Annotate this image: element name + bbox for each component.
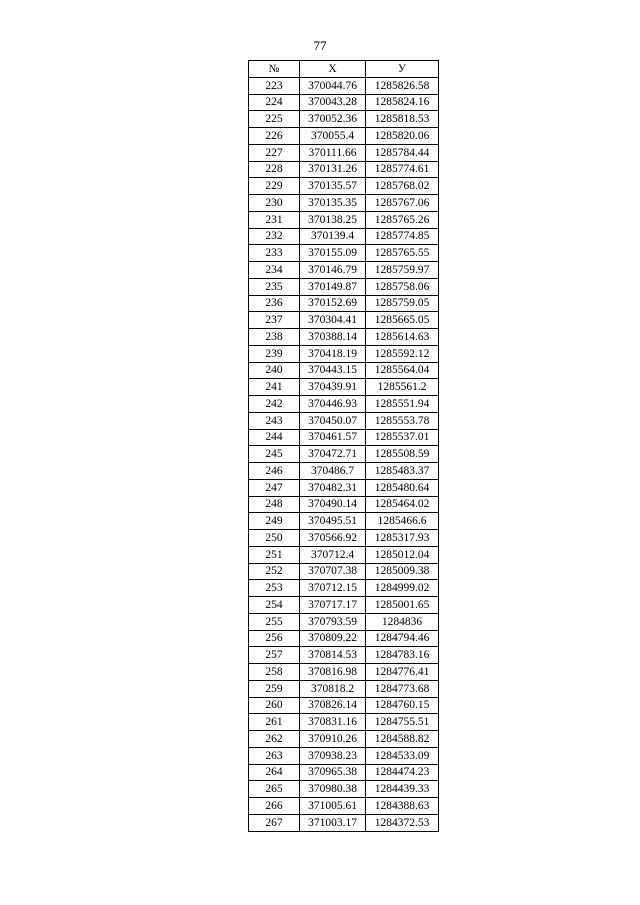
table-row [249, 563, 439, 580]
y-coordinate-cell: 1285480.64 [366, 479, 439, 496]
x-coordinate-cell: 370818.2 [300, 680, 366, 697]
row-number-cell: 232 [249, 228, 300, 245]
x-coordinate-cell: 370472.71 [300, 446, 366, 463]
y-coordinate-cell: 1285561.2 [366, 379, 439, 396]
table-row [249, 781, 439, 798]
table-row [249, 680, 439, 697]
table-row [249, 228, 439, 245]
header-y: У [366, 61, 439, 78]
y-coordinate-cell: 1284372.53 [366, 814, 439, 831]
x-coordinate-cell: 370149.87 [300, 278, 366, 295]
x-coordinate-cell: 371005.61 [300, 798, 366, 815]
row-number-cell: 229 [249, 178, 300, 195]
table-row [249, 496, 439, 513]
y-coordinate-cell: 1285317.93 [366, 530, 439, 547]
table-row [249, 798, 439, 815]
row-number-cell: 238 [249, 329, 300, 346]
y-coordinate-cell: 1285768.02 [366, 178, 439, 195]
x-coordinate-cell: 370910.26 [300, 731, 366, 748]
x-coordinate-cell: 370044.76 [300, 77, 366, 94]
row-number-cell: 231 [249, 211, 300, 228]
x-coordinate-cell: 370980.38 [300, 781, 366, 798]
x-coordinate-cell: 370495.51 [300, 513, 366, 530]
table-row [249, 379, 439, 396]
y-coordinate-cell: 1285784.44 [366, 144, 439, 161]
y-coordinate-cell: 1284776.41 [366, 664, 439, 681]
y-coordinate-cell: 1285001.65 [366, 597, 439, 614]
table-row [249, 714, 439, 731]
y-coordinate-cell: 1285824.16 [366, 94, 439, 111]
row-number-cell: 265 [249, 781, 300, 798]
y-coordinate-cell: 1284533.09 [366, 747, 439, 764]
table-row [249, 178, 439, 195]
header-x: X [300, 61, 366, 78]
x-coordinate-cell: 370139.4 [300, 228, 366, 245]
y-coordinate-cell: 1284773.68 [366, 680, 439, 697]
header-number: № [249, 61, 300, 78]
y-coordinate-cell: 1285767.06 [366, 195, 439, 212]
row-number-cell: 260 [249, 697, 300, 714]
x-coordinate-cell: 370388.14 [300, 329, 366, 346]
x-coordinate-cell: 370809.22 [300, 630, 366, 647]
x-coordinate-cell: 370486.7 [300, 463, 366, 480]
page-number: 77 [313, 38, 327, 53]
row-number-cell: 227 [249, 144, 300, 161]
y-coordinate-cell: 1284794.46 [366, 630, 439, 647]
row-number-cell: 239 [249, 345, 300, 362]
row-number-cell: 225 [249, 111, 300, 128]
x-coordinate-cell: 370418.19 [300, 345, 366, 362]
table-row [249, 329, 439, 346]
table-row [249, 144, 439, 161]
row-number-cell: 242 [249, 396, 300, 413]
row-number-cell: 253 [249, 580, 300, 597]
x-coordinate-cell: 371003.17 [300, 814, 366, 831]
y-coordinate-cell: 1285759.97 [366, 262, 439, 279]
row-number-cell: 264 [249, 764, 300, 781]
x-coordinate-cell: 370443.15 [300, 362, 366, 379]
table-row [249, 362, 439, 379]
y-coordinate-cell: 1284760.15 [366, 697, 439, 714]
x-coordinate-cell: 370446.93 [300, 396, 366, 413]
x-coordinate-cell: 370111.66 [300, 144, 366, 161]
y-coordinate-cell: 1285665.05 [366, 312, 439, 329]
table-row [249, 747, 439, 764]
y-coordinate-cell: 1284755.51 [366, 714, 439, 731]
y-coordinate-cell: 1285564.04 [366, 362, 439, 379]
y-coordinate-cell: 1285826.58 [366, 77, 439, 94]
row-number-cell: 230 [249, 195, 300, 212]
row-number-cell: 234 [249, 262, 300, 279]
x-coordinate-cell: 370566.92 [300, 530, 366, 547]
y-coordinate-cell: 1285614.63 [366, 329, 439, 346]
table-row [249, 111, 439, 128]
y-coordinate-cell: 1284783.16 [366, 647, 439, 664]
y-coordinate-cell: 1285774.85 [366, 228, 439, 245]
x-coordinate-cell: 370461.57 [300, 429, 366, 446]
row-number-cell: 243 [249, 412, 300, 429]
row-number-cell: 251 [249, 546, 300, 563]
table-row [249, 211, 439, 228]
x-coordinate-cell: 370138.25 [300, 211, 366, 228]
table-row [249, 513, 439, 530]
y-coordinate-cell: 1285592.12 [366, 345, 439, 362]
y-coordinate-cell: 1284474.23 [366, 764, 439, 781]
row-number-cell: 256 [249, 630, 300, 647]
row-number-cell: 267 [249, 814, 300, 831]
table-row [249, 429, 439, 446]
table-row [249, 530, 439, 547]
row-number-cell: 245 [249, 446, 300, 463]
row-number-cell: 236 [249, 295, 300, 312]
row-number-cell: 240 [249, 362, 300, 379]
row-number-cell: 235 [249, 278, 300, 295]
y-coordinate-cell: 1284439.33 [366, 781, 439, 798]
x-coordinate-cell: 370816.98 [300, 664, 366, 681]
row-number-cell: 246 [249, 463, 300, 480]
x-coordinate-cell: 370152.69 [300, 295, 366, 312]
table-row [249, 731, 439, 748]
table-row [249, 697, 439, 714]
x-coordinate-cell: 370135.35 [300, 195, 366, 212]
y-coordinate-cell: 1285820.06 [366, 128, 439, 145]
x-coordinate-cell: 370043.28 [300, 94, 366, 111]
y-coordinate-cell: 1285009.38 [366, 563, 439, 580]
x-coordinate-cell: 370490.14 [300, 496, 366, 513]
table-row [249, 412, 439, 429]
y-coordinate-cell: 1284388.63 [366, 798, 439, 815]
x-coordinate-cell: 370131.26 [300, 161, 366, 178]
table-row [249, 345, 439, 362]
table-body [249, 77, 439, 831]
x-coordinate-cell: 370450.07 [300, 412, 366, 429]
x-coordinate-cell: 370717.17 [300, 597, 366, 614]
y-coordinate-cell: 1285774.61 [366, 161, 439, 178]
y-coordinate-cell: 1285483.37 [366, 463, 439, 480]
table-row [249, 161, 439, 178]
x-coordinate-cell: 370055.4 [300, 128, 366, 145]
x-coordinate-cell: 370707.38 [300, 563, 366, 580]
table-row [249, 295, 439, 312]
row-number-cell: 247 [249, 479, 300, 496]
row-number-cell: 257 [249, 647, 300, 664]
row-number-cell: 233 [249, 245, 300, 262]
table-row [249, 446, 439, 463]
table-row [249, 630, 439, 647]
row-number-cell: 223 [249, 77, 300, 94]
row-number-cell: 263 [249, 747, 300, 764]
table-row [249, 195, 439, 212]
y-coordinate-cell: 1285553.78 [366, 412, 439, 429]
table-row [249, 77, 439, 94]
table-row [249, 647, 439, 664]
row-number-cell: 228 [249, 161, 300, 178]
x-coordinate-cell: 370135.57 [300, 178, 366, 195]
x-coordinate-cell: 370482.31 [300, 479, 366, 496]
coordinates-table [248, 60, 439, 832]
table-row [249, 664, 439, 681]
x-coordinate-cell: 370793.59 [300, 613, 366, 630]
x-coordinate-cell: 370146.79 [300, 262, 366, 279]
y-coordinate-cell: 1285818.53 [366, 111, 439, 128]
table-row [249, 479, 439, 496]
table-header [249, 61, 439, 78]
x-coordinate-cell: 370712.15 [300, 580, 366, 597]
row-number-cell: 224 [249, 94, 300, 111]
y-coordinate-cell: 1285759.05 [366, 295, 439, 312]
y-coordinate-cell: 1285464.02 [366, 496, 439, 513]
x-coordinate-cell: 370304.41 [300, 312, 366, 329]
row-number-cell: 250 [249, 530, 300, 547]
row-number-cell: 262 [249, 731, 300, 748]
row-number-cell: 259 [249, 680, 300, 697]
row-number-cell: 261 [249, 714, 300, 731]
x-coordinate-cell: 370965.38 [300, 764, 366, 781]
table-row [249, 580, 439, 597]
y-coordinate-cell: 1284588.82 [366, 731, 439, 748]
x-coordinate-cell: 370814.53 [300, 647, 366, 664]
x-coordinate-cell: 370155.09 [300, 245, 366, 262]
table-row [249, 463, 439, 480]
table-row [249, 262, 439, 279]
y-coordinate-cell: 1285551.94 [366, 396, 439, 413]
table-row [249, 597, 439, 614]
row-number-cell: 237 [249, 312, 300, 329]
row-number-cell: 252 [249, 563, 300, 580]
table-row [249, 613, 439, 630]
table-row [249, 245, 439, 262]
y-coordinate-cell: 1285765.55 [366, 245, 439, 262]
row-number-cell: 258 [249, 664, 300, 681]
y-coordinate-cell: 1284999.02 [366, 580, 439, 597]
row-number-cell: 244 [249, 429, 300, 446]
y-coordinate-cell: 1284836 [366, 613, 439, 630]
x-coordinate-cell: 370826.14 [300, 697, 366, 714]
row-number-cell: 226 [249, 128, 300, 145]
y-coordinate-cell: 1285012.04 [366, 546, 439, 563]
row-number-cell: 249 [249, 513, 300, 530]
x-coordinate-cell: 370712.4 [300, 546, 366, 563]
table-row [249, 396, 439, 413]
header-row [249, 61, 439, 78]
table-row [249, 278, 439, 295]
table-row [249, 764, 439, 781]
y-coordinate-cell: 1285765.26 [366, 211, 439, 228]
x-coordinate-cell: 370938.23 [300, 747, 366, 764]
row-number-cell: 266 [249, 798, 300, 815]
y-coordinate-cell: 1285466.6 [366, 513, 439, 530]
row-number-cell: 241 [249, 379, 300, 396]
y-coordinate-cell: 1285758.06 [366, 278, 439, 295]
row-number-cell: 255 [249, 613, 300, 630]
y-coordinate-cell: 1285508.59 [366, 446, 439, 463]
table-row [249, 546, 439, 563]
x-coordinate-cell: 370052.36 [300, 111, 366, 128]
row-number-cell: 248 [249, 496, 300, 513]
table-row [249, 312, 439, 329]
table-row [249, 128, 439, 145]
x-coordinate-cell: 370439.91 [300, 379, 366, 396]
y-coordinate-cell: 1285537.01 [366, 429, 439, 446]
x-coordinate-cell: 370831.16 [300, 714, 366, 731]
table-row [249, 814, 439, 831]
row-number-cell: 254 [249, 597, 300, 614]
table-row [249, 94, 439, 111]
